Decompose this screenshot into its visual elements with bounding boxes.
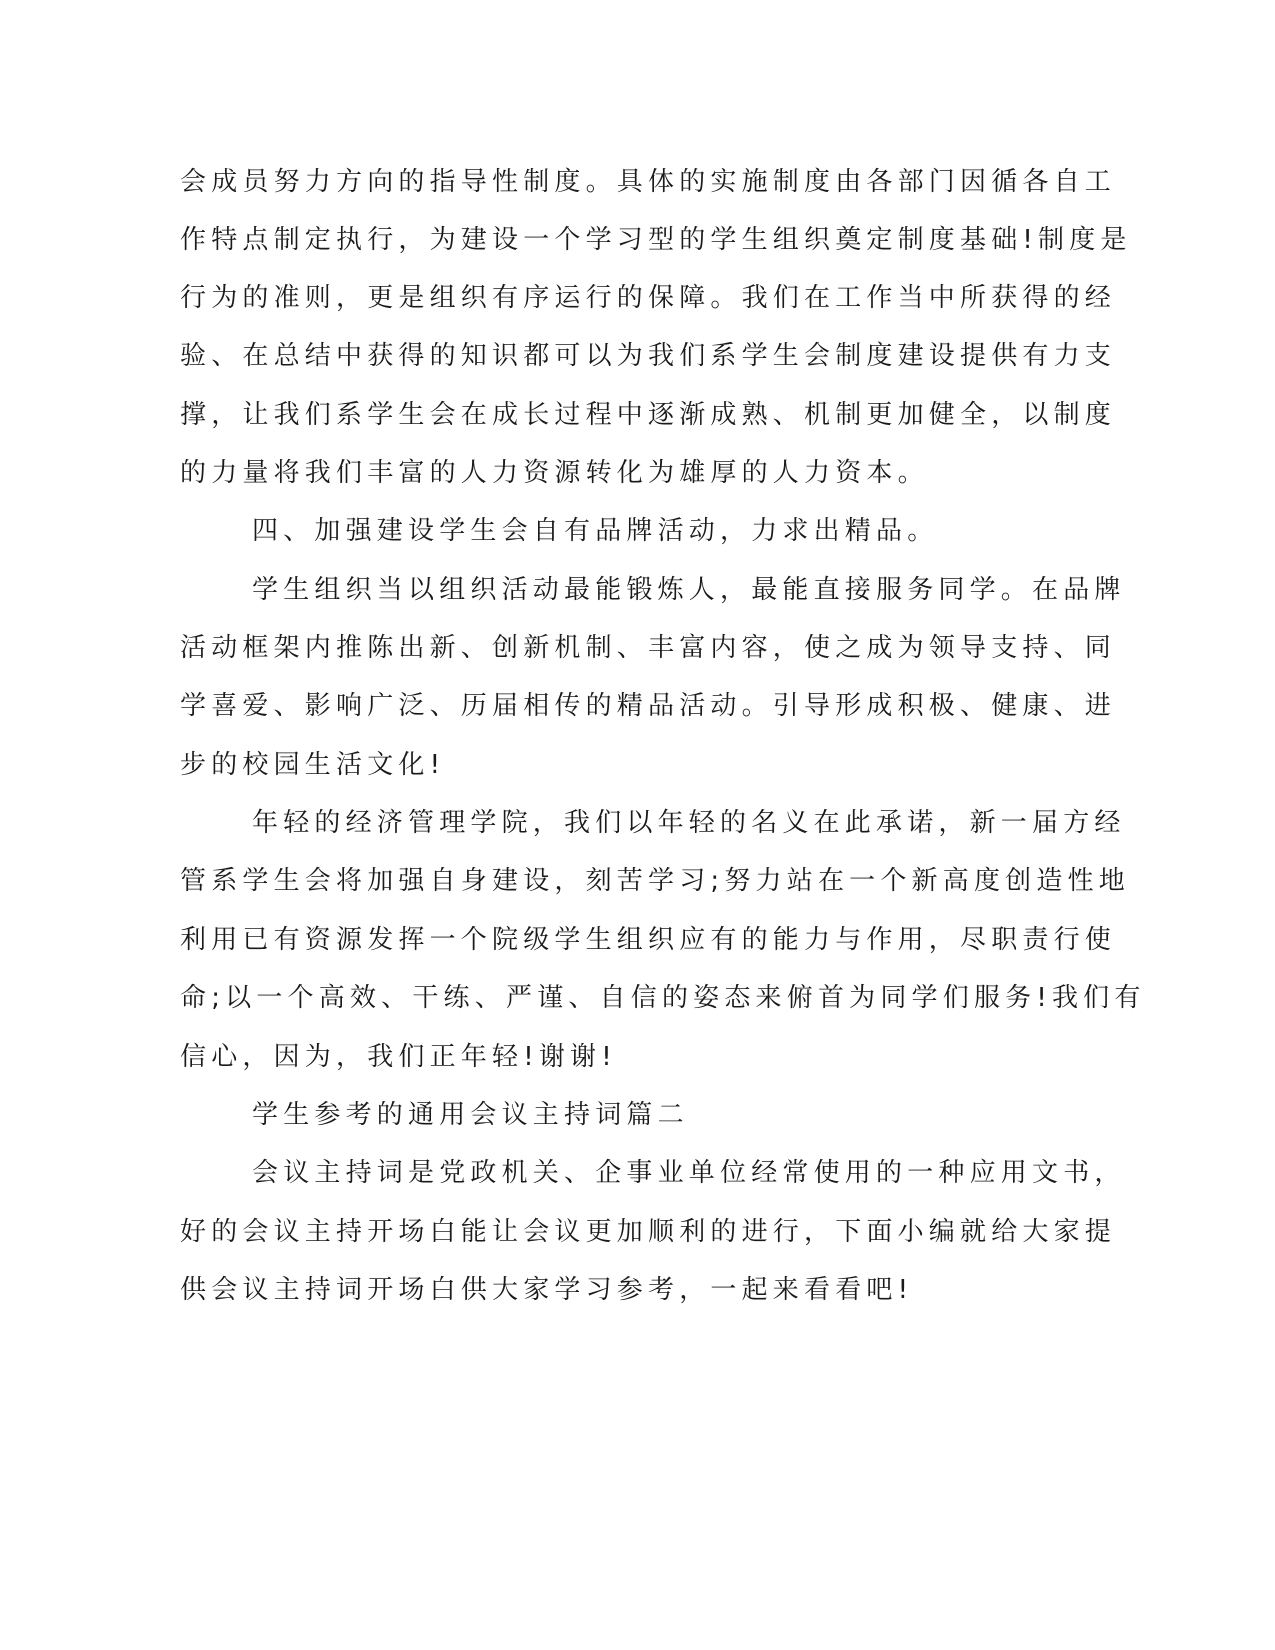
text-line-13: 管系学生会将加强自身建设，刻苦学习;努力站在一个新高度创造性地 (180, 866, 1130, 896)
text-line-16: 信心，因为，我们正年轻!谢谢! (180, 1042, 617, 1072)
text-line-9: 活动框架内推陈出新、创新机制、丰富内容，使之成为领导支持、同 (180, 633, 1117, 663)
text-line-10: 学喜爱、影响广泛、历届相传的精品活动。引导形成积极、健康、进 (180, 691, 1117, 721)
text-line-19: 好的会议主持开场白能让会议更加顺利的进行，下面小编就给大家提 (180, 1217, 1117, 1247)
text-line-20: 供会议主持词开场白供大家学习参考，一起来看看吧! (180, 1275, 914, 1305)
text-line-2: 作特点制定执行，为建设一个学习型的学生组织奠定制度基础!制度是 (180, 225, 1132, 255)
section-heading-4: 四、加强建设学生会自有品牌活动，力求出精品。 (252, 516, 939, 546)
text-line-8: 学生组织当以组织活动最能锻炼人，最能直接服务同学。在品牌 (252, 575, 1126, 605)
text-line-18: 会议主持词是党政机关、企事业单位经常使用的一种应用文书， (252, 1158, 1126, 1188)
section-title-part-2: 学生参考的通用会议主持词篇二 (252, 1100, 689, 1130)
text-line-6: 的力量将我们丰富的人力资源转化为雄厚的人力资本。 (180, 458, 929, 488)
text-line-5: 撑，让我们系学生会在成长过程中逐渐成熟、机制更加健全，以制度 (180, 400, 1117, 430)
text-line-14: 利用已有资源发挥一个院级学生组织应有的能力与作用，尽职责行使 (180, 925, 1117, 955)
text-line-1: 会成员努力方向的指导性制度。具体的实施制度由各部门因循各自工 (180, 167, 1117, 197)
text-line-11: 步的校园生活文化! (180, 750, 446, 780)
text-line-3: 行为的准则，更是组织有序运行的保障。我们在工作当中所获得的经 (180, 283, 1117, 313)
text-line-15: 命;以一个高效、干练、严谨、自信的姿态来俯首为同学们服务!我们有 (180, 983, 1146, 1013)
text-line-12: 年轻的经济管理学院，我们以年轻的名义在此承诺，新一届方经 (252, 808, 1126, 838)
text-line-4: 验、在总结中获得的知识都可以为我们系学生会制度建设提供有力支 (180, 341, 1117, 371)
